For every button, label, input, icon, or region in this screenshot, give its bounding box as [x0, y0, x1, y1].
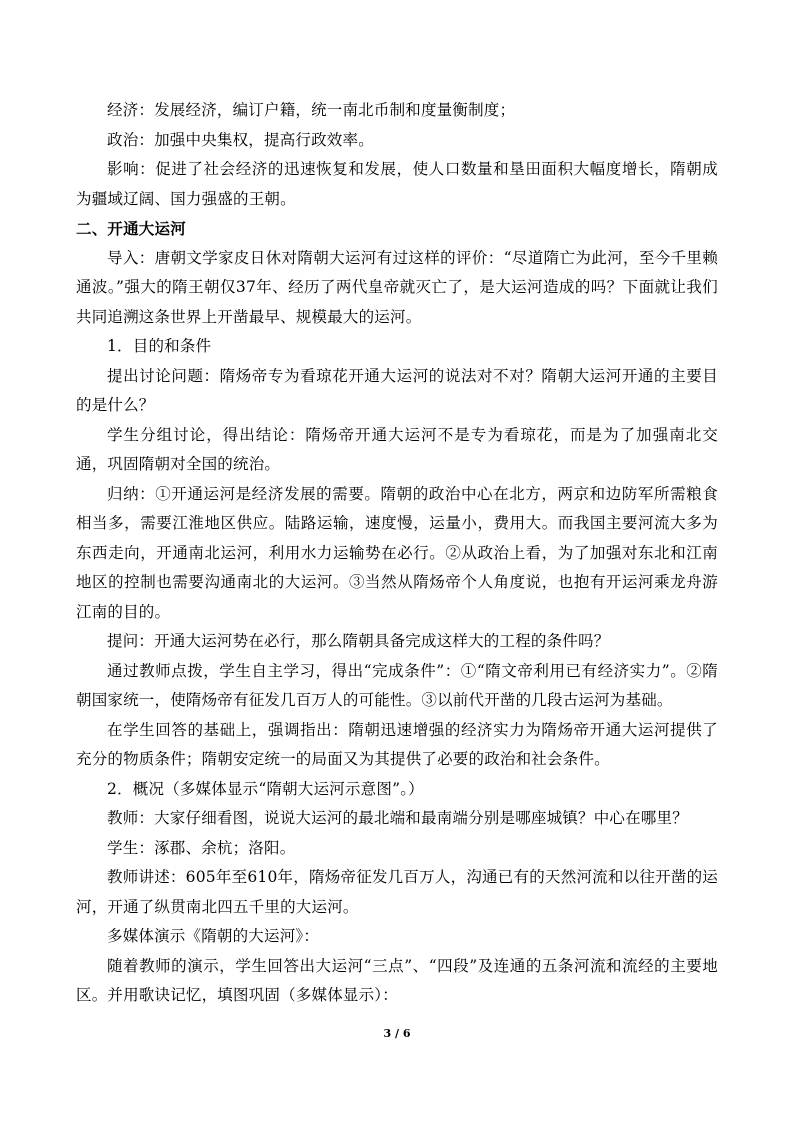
- paragraph-teacher-ask: 教师：大家仔细看图，说说大运河的最北端和最南端分别是哪座城镇？中心在哪里？: [107, 809, 688, 827]
- subheading-purpose: 1．目的和条件: [107, 337, 212, 355]
- paragraph-politics: 政治：加强中央集权，提高行政效率。: [107, 130, 374, 149]
- paragraph-summary: 归纳：①开通运河是经济发展的需要。隋朝的政治中心在北方，两京和边防军所需粮食相当多，需要江淮地区供应。陆路运输，速度慢，运量小，费用大。而我国主要河流大多为东西走向，开通南北运河，利用水力运输势在必行。②从政治上看，为了加强对东北和江南地区的控制也需要沟通南北的大运河。③当然从隋炀帝个人角度说，也抱有开运河乘龙舟游江南的目的。: [76, 484, 718, 621]
- paragraph-question: 提出讨论问题：隋炀帝专为看琼花开通大运河的说法对不对？隋朝大运河开通的主要目的是什么？: [76, 366, 718, 414]
- paragraph-emphasis: 在学生回答的基础上，强调指出：隋朝迅速增强的经济实力为隋炀帝开通大运河提供了充分的物质条件；隋朝安定统一的局面又为其提供了必要的政治和社会条件。: [76, 720, 718, 768]
- paragraph-conditions: 通过教师点拨，学生自主学习，得出“完成条件”：①“隋文帝利用已有经济实力”。②隋朝国家统一，使隋炀帝有征发几百万人的可能性。③以前代开凿的几段古运河为基础。: [76, 661, 718, 709]
- page-number: 3 / 6: [383, 1027, 411, 1040]
- page-body: [76, 96, 718, 1011]
- paragraph-economy: 经济：发展经济，编订户籍，统一南北币制和度量衡制度；: [107, 101, 516, 119]
- paragraph-discussion: 学生分组讨论，得出结论：隋炀帝开通大运河不是专为看琼花，而是为了加强南北交通，巩固隋朝对全国的统治。: [76, 425, 718, 473]
- section-heading: 二、开通大运河: [76, 219, 186, 238]
- paragraph-intro: 导入：唐朝文学家皮日休对隋朝大运河有过这样的评价：“尽道隋亡为此河，至今千里赖通波。”强大的隋王朝仅37年、经历了两代皇帝就灭亡了，是大运河造成的吗？下面就让我们共同追溯这条世界上开凿最早、规模最大的运河。: [76, 248, 718, 326]
- paragraph-influence: 影响：促进了社会经济的迅速恢复和发展，使人口数量和垦田面积大幅度增长，隋朝成为疆域辽阔、国力强盛的王朝。: [76, 160, 718, 208]
- subheading-overview: 2．概况（多媒体显示“隋朝大运河示意图”。）: [107, 779, 424, 798]
- paragraph-student-answer: 学生：涿郡、余杭；洛阳。: [107, 838, 296, 857]
- paragraph-demonstration: 随着教师的演示，学生回答出大运河“三点”、“四段”及连通的五条河流和流经的主要地区。并用歌诀记忆，填图巩固（多媒体显示）：: [76, 956, 718, 1004]
- paragraph-ask: 提问：开通大运河势在必行，那么隋朝具备完成这样大的工程的条件吗？: [107, 632, 610, 650]
- paragraph-multimedia: 多媒体演示《隋朝的大运河》：: [107, 927, 320, 945]
- paragraph-teacher-narration: 教师讲述：605年至610年，隋炀帝征发几百万人，沟通已有的天然河流和以往开凿的运河，开通了纵贯南北四五千里的大运河。: [76, 868, 718, 916]
